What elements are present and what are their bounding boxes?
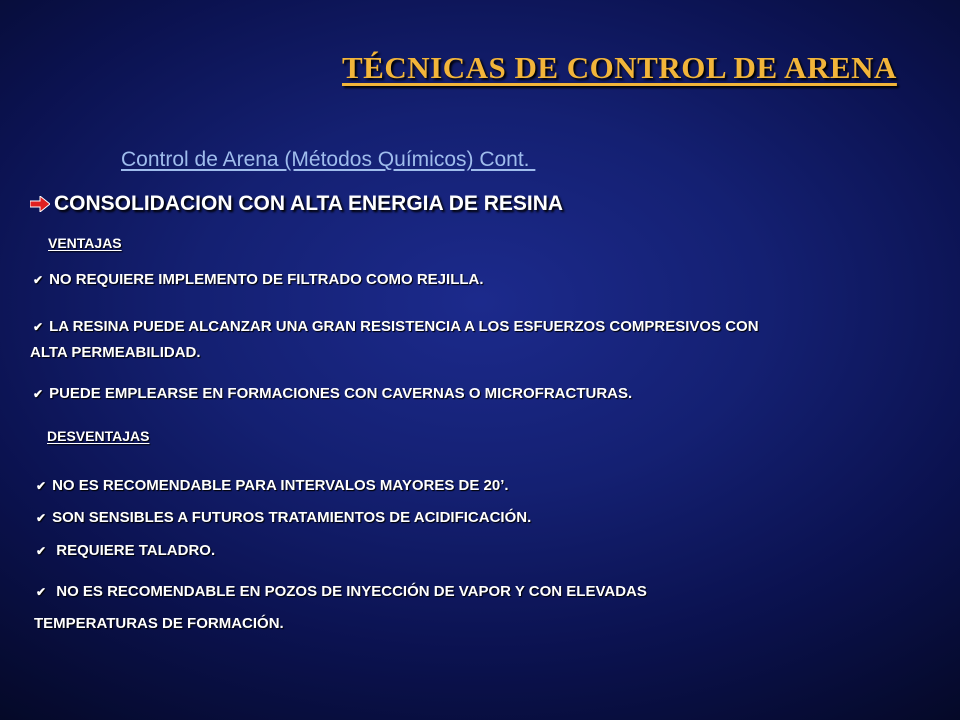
desventaja-item-4-continuation: TEMPERATURAS DE FORMACIÓN. — [34, 615, 284, 632]
ventaja-item-2-text: LA RESINA PUEDE ALCANZAR UNA GRAN RESISTENCIA A LOS ESFUERZOS COMPRESIVOS CON — [49, 318, 759, 335]
slide-title: TÉCNICAS DE CONTROL DE ARENA — [342, 50, 897, 85]
ventaja-item-2-continuation: ALTA PERMEABILIDAD. — [30, 344, 201, 361]
desventaja-item-3-text: REQUIERE TALADRO. — [52, 542, 216, 559]
ventaja-item-3-text: PUEDE EMPLEARSE EN FORMACIONES CON CAVERNAS O MICROFRACTURAS. — [49, 385, 633, 402]
section-heading — [30, 192, 563, 216]
desventaja-item-3 — [36, 542, 215, 559]
checkmark-icon: ✔ — [36, 544, 47, 558]
desventaja-item-4-text: NO ES RECOMENDABLE EN POZOS DE INYECCIÓN DE VAPOR Y CON ELEVADAS — [52, 583, 647, 600]
ventaja-item-1-text: NO REQUIERE IMPLEMENTO DE FILTRADO COMO REJILLA. — [49, 271, 484, 288]
desventaja-item-2 — [36, 509, 531, 526]
desventajas-label: DESVENTAJAS — [47, 428, 150, 444]
checkmark-icon: ✔ — [36, 511, 47, 525]
desventaja-item-1-text: NO ES RECOMENDABLE PARA INTERVALOS MAYORES DE 20’. — [52, 477, 509, 494]
checkmark-icon: ✔ — [36, 479, 47, 493]
checkmark-icon: ✔ — [33, 273, 44, 287]
ventaja-item-3 — [33, 385, 632, 402]
desventaja-item-4 — [36, 583, 647, 600]
red-arrow-bullet-icon — [30, 196, 50, 212]
desventaja-item-2-text: SON SENSIBLES A FUTUROS TRATAMIENTOS DE ACIDIFICACIÓN. — [52, 509, 532, 526]
heading-text: CONSOLIDACION CON ALTA ENERGIA DE RESINA — [54, 192, 564, 215]
slide-subtitle: Control de Arena (Métodos Químicos) Cont. — [121, 148, 536, 171]
checkmark-icon: ✔ — [33, 320, 44, 334]
checkmark-icon: ✔ — [36, 585, 47, 599]
ventaja-item-1 — [33, 271, 484, 288]
desventaja-item-1 — [36, 477, 509, 494]
ventaja-item-2 — [33, 310, 759, 344]
ventajas-label: VENTAJAS — [48, 235, 122, 251]
checkmark-icon: ✔ — [33, 387, 44, 401]
